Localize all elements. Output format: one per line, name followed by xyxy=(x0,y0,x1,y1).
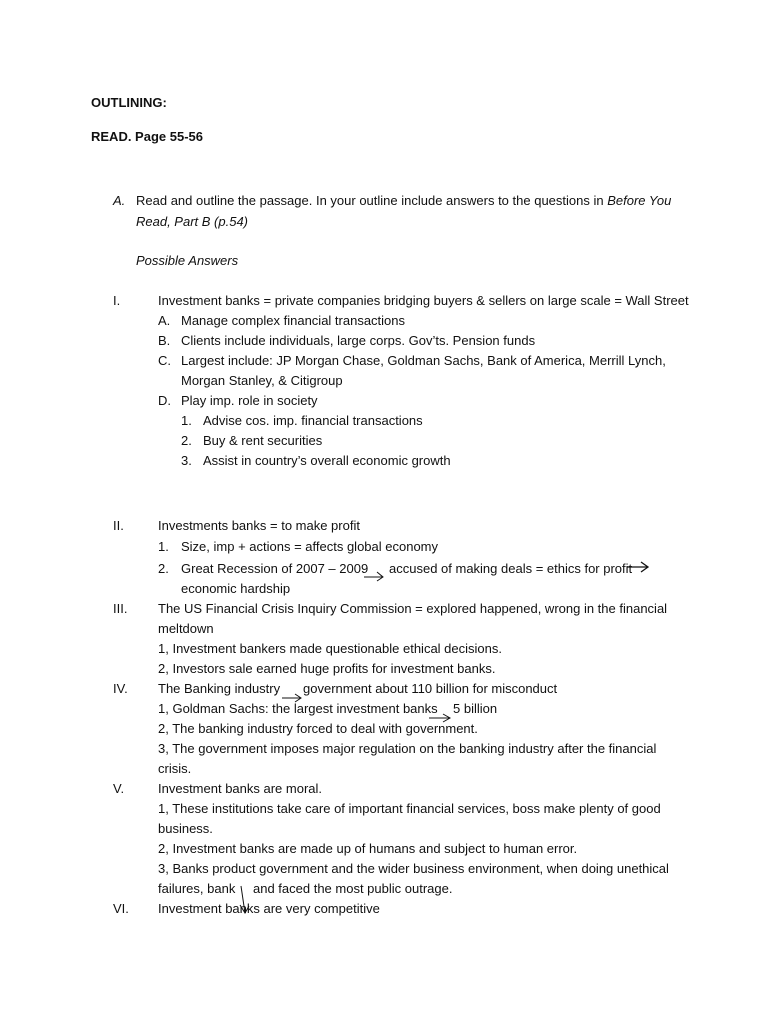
section-1-d-text: Play imp. role in society xyxy=(181,393,318,408)
section-5-numeral: V. xyxy=(113,781,125,796)
section-4-point-1-b: 5 billion xyxy=(453,701,498,716)
section-4-point-2: 2, The banking industry forced to deal with government. xyxy=(158,721,478,736)
heading: OUTLINING: xyxy=(91,95,167,110)
section-3-title: The US Financial Crisis Inquiry Commission = explored happened, wrong in the financial xyxy=(158,601,668,616)
section-1-d1-text: Advise cos. imp. financial transactions xyxy=(203,413,423,428)
right-arrow-icon xyxy=(281,692,303,704)
section-1-b-text: Clients include individuals, large corps. Gov’ts. Pension funds xyxy=(181,333,536,348)
possible-answers-label: Possible Answers xyxy=(136,253,239,268)
section-2-1-text: Size, imp + actions = affects global economy xyxy=(181,539,439,554)
section-3-point-1: 1, Investment bankers made questionable ethical decisions. xyxy=(158,641,502,656)
section-4-numeral: IV. xyxy=(113,681,128,696)
section-1-d2-marker: 2. xyxy=(181,433,192,448)
section-1-b-marker: B. xyxy=(158,333,171,348)
section-5-point-1-2: business. xyxy=(158,821,213,836)
section-1-d3-text: Assist in country’s overall economic growth xyxy=(203,453,451,468)
section-2-2-text-b: accused of making deals = ethics for profit xyxy=(389,561,633,576)
section-1-c-text: Largest include: JP Morgan Chase, Goldman Sachs, Bank of America, Merrill Lynch, xyxy=(181,353,666,368)
section-4-title-a: The Banking industry xyxy=(158,681,281,696)
section-5-title: Investment banks are moral. xyxy=(158,781,323,796)
section-1-numeral: I. xyxy=(113,293,121,308)
section-5-point-2: 2, Investment banks are made up of humans and subject to human error. xyxy=(158,841,578,856)
task-marker: A. xyxy=(113,193,126,208)
section-2-2-text-c: economic hardship xyxy=(181,581,291,596)
section-1-d3-marker: 3. xyxy=(181,453,192,468)
section-5-point-3-2-a: failures, bank xyxy=(158,881,236,896)
section-1-d2-text: Buy & rent securities xyxy=(203,433,323,448)
section-2-2-text-a: Great Recession of 2007 – 2009 xyxy=(181,561,369,576)
section-6-numeral: VI. xyxy=(113,901,129,916)
section-5-point-3-2-b: and faced the most public outrage. xyxy=(253,881,453,896)
task-text xyxy=(136,193,671,209)
section-1-a-text: Manage complex financial transactions xyxy=(181,313,406,328)
section-4-point-1-a: 1, Goldman Sachs: the largest investment banks xyxy=(158,701,438,716)
section-1-c-marker: C. xyxy=(158,353,171,368)
section-3-title-2: meltdown xyxy=(158,621,214,636)
section-4-title-b: government about 110 billion for misconduct xyxy=(303,681,558,696)
section-5-point-1: 1, These institutions take care of important financial services, boss make plenty of good xyxy=(158,801,661,816)
section-1-a-marker: A. xyxy=(158,313,171,328)
task-text-plain: Read and outline the passage. In your outline include answers to the questions in xyxy=(136,193,608,208)
section-1-d1-marker: 1. xyxy=(181,413,192,428)
section-6-title: Investment banks are very competitive xyxy=(158,901,380,916)
section-2-1-marker: 1. xyxy=(158,539,169,554)
section-2-numeral: II. xyxy=(113,518,124,533)
section-4-point-3-2: crisis. xyxy=(158,761,192,776)
right-arrow-icon xyxy=(626,560,650,574)
section-1-d-marker: D. xyxy=(158,393,171,408)
reading-assignment: READ. Page 55-56 xyxy=(91,129,203,144)
section-2-2-marker: 2. xyxy=(158,561,169,576)
task-text-italic-2: Read, Part B (p.54) xyxy=(136,214,248,229)
task-text-italic: Before You xyxy=(607,193,672,208)
section-3-point-2: 2, Investors sale earned huge profits for investment banks. xyxy=(158,661,496,676)
right-arrow-icon xyxy=(428,712,452,724)
section-1-title: Investment banks = private companies bridging buyers & sellers on large scale = Wall Street xyxy=(158,293,689,308)
section-3-numeral: III. xyxy=(113,601,128,616)
section-1-c-text-2: Morgan Stanley, & Citigroup xyxy=(181,373,343,388)
section-5-point-3: 3, Banks product government and the wider business environment, when doing unethical xyxy=(158,861,669,876)
section-4-point-3: 3, The government imposes major regulation on the banking industry after the financial xyxy=(158,741,657,756)
section-2-title: Investments banks = to make profit xyxy=(158,518,360,533)
right-arrow-icon xyxy=(363,568,385,582)
